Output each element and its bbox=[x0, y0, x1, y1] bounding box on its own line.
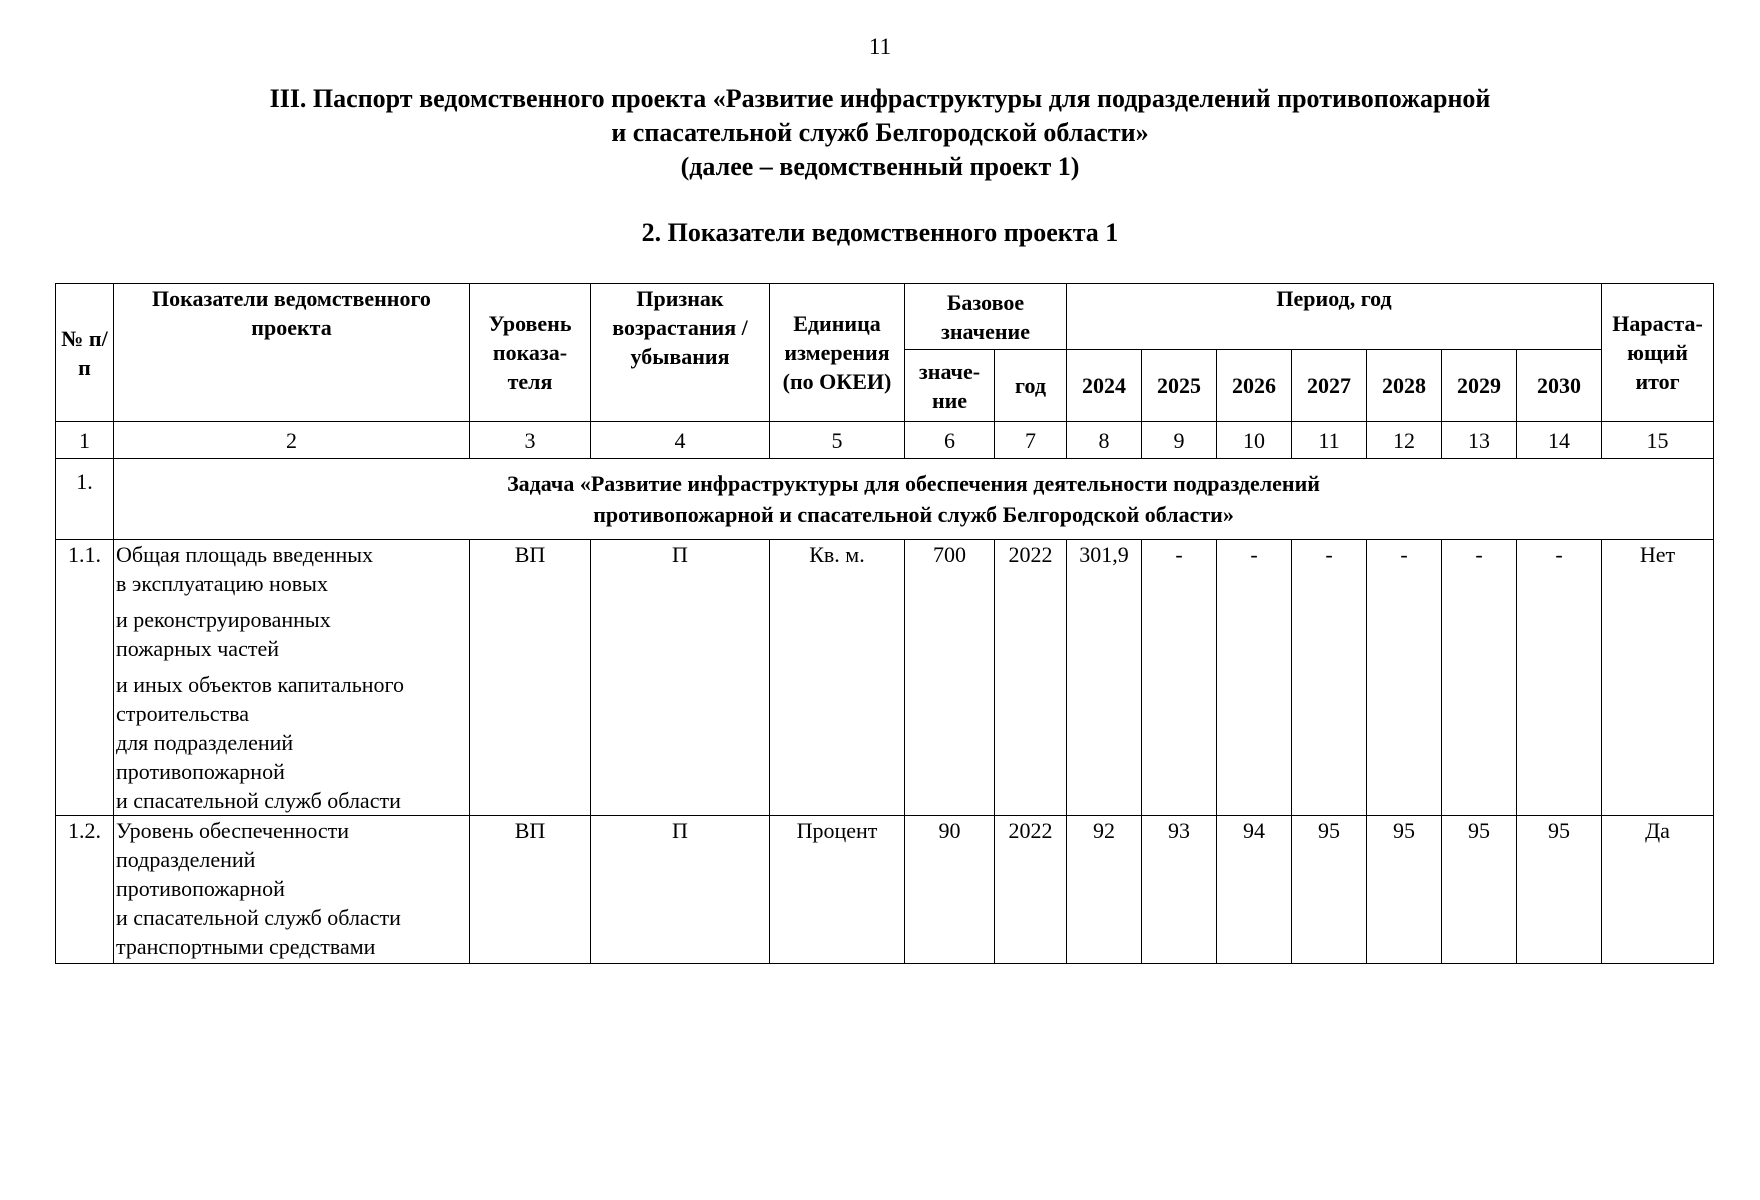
table-row bbox=[56, 540, 1714, 816]
header-year: 2024 bbox=[1067, 350, 1142, 422]
indicator-sign: П bbox=[591, 816, 770, 964]
indicator-unit: Кв. м. bbox=[770, 540, 905, 816]
year-value: 95 bbox=[1442, 816, 1517, 964]
indicator-name-line: и спасательной служб области bbox=[116, 905, 401, 930]
column-number: 12 bbox=[1367, 422, 1442, 459]
indicator-name bbox=[114, 540, 470, 816]
indicator-level: ВП bbox=[470, 816, 591, 964]
header-unit: Единица измерения (по ОКЕИ) bbox=[770, 284, 905, 422]
year-value: - bbox=[1142, 540, 1217, 816]
table-row bbox=[56, 816, 1714, 964]
year-value: - bbox=[1442, 540, 1517, 816]
header-year: 2029 bbox=[1442, 350, 1517, 422]
indicator-name-line: и спасательной служб области bbox=[116, 788, 401, 813]
header-cumulative: Нараста- ющий итог bbox=[1602, 284, 1714, 422]
year-value: 94 bbox=[1217, 816, 1292, 964]
column-number: 4 bbox=[591, 422, 770, 459]
base-year: 2022 bbox=[995, 540, 1067, 816]
section-title-line-1: III. Паспорт ведомственного проекта «Развитие инфраструктуры для подразделений противопожарной bbox=[269, 84, 1491, 113]
header-year: 2025 bbox=[1142, 350, 1217, 422]
header-base: Базовое значение bbox=[905, 284, 1067, 350]
task-title-line-1: Задача «Развитие инфраструктуры для обеспечения деятельности подразделений bbox=[507, 471, 1320, 496]
task-row bbox=[56, 459, 1714, 540]
indicator-name-line: подразделений bbox=[116, 847, 256, 872]
year-value: 95 bbox=[1292, 816, 1367, 964]
indicator-name-line: Уровень обеспеченности bbox=[116, 818, 350, 843]
task-title-line-2: противопожарной и спасательной служб Белгородской области» bbox=[593, 502, 1234, 527]
column-number: 6 bbox=[905, 422, 995, 459]
base-value: 700 bbox=[905, 540, 995, 816]
cumulative-total: Да bbox=[1602, 816, 1714, 964]
column-number: 13 bbox=[1442, 422, 1517, 459]
row-num: 1.1. bbox=[56, 540, 114, 816]
column-number: 3 bbox=[470, 422, 591, 459]
header-year: 2030 bbox=[1517, 350, 1602, 422]
header-num: № п/п bbox=[56, 284, 114, 422]
header-sign: Признак возрастания / убывания bbox=[591, 284, 770, 422]
indicators-table bbox=[55, 283, 1714, 964]
year-value: 95 bbox=[1517, 816, 1602, 964]
year-value: 92 bbox=[1067, 816, 1142, 964]
year-value: - bbox=[1517, 540, 1602, 816]
indicator-unit: Процент bbox=[770, 816, 905, 964]
indicator-level: ВП bbox=[470, 540, 591, 816]
indicator-name-line: пожарных частей bbox=[116, 636, 279, 661]
header-level: Уровень показа- теля bbox=[470, 284, 591, 422]
column-number-row bbox=[56, 422, 1714, 459]
year-value: 301,9 bbox=[1067, 540, 1142, 816]
indicator-name-line: противопожарной bbox=[116, 876, 285, 901]
indicator-name-line: в эксплуатацию новых bbox=[116, 571, 328, 596]
header-base-year: год bbox=[995, 350, 1067, 422]
indicator-name-line: транспортными средствами bbox=[116, 934, 376, 959]
column-number: 8 bbox=[1067, 422, 1142, 459]
year-value: 95 bbox=[1367, 816, 1442, 964]
row-num: 1.2. bbox=[56, 816, 114, 964]
indicator-name bbox=[114, 816, 470, 964]
header-indicator-name: Показатели ведомственного проекта bbox=[114, 284, 470, 422]
header-period: Период, год bbox=[1067, 284, 1602, 350]
header-row-top bbox=[56, 284, 1714, 350]
indicator-name-line: и иных объектов капитального bbox=[116, 672, 404, 697]
section-title-line-3: (далее – ведомственный проект 1) bbox=[680, 152, 1080, 181]
indicator-name-line: строительства bbox=[116, 701, 250, 726]
column-number: 9 bbox=[1142, 422, 1217, 459]
indicator-name-line: и реконструированных bbox=[116, 607, 331, 632]
header-base-value: значе- ние bbox=[905, 350, 995, 422]
column-number: 11 bbox=[1292, 422, 1367, 459]
year-value: 93 bbox=[1142, 816, 1217, 964]
column-number: 14 bbox=[1517, 422, 1602, 459]
year-value: - bbox=[1217, 540, 1292, 816]
indicator-name-line: для подразделений bbox=[116, 730, 294, 755]
column-number: 7 bbox=[995, 422, 1067, 459]
column-number: 10 bbox=[1217, 422, 1292, 459]
task-num: 1. bbox=[56, 459, 114, 540]
section-title bbox=[0, 82, 1760, 184]
section-title-line-2: и спасательной служб Белгородской области» bbox=[611, 118, 1149, 147]
indicator-name-line: Общая площадь введенных bbox=[116, 542, 373, 567]
cumulative-total: Нет bbox=[1602, 540, 1714, 816]
base-year: 2022 bbox=[995, 816, 1067, 964]
task-title bbox=[114, 459, 1714, 540]
header-year: 2028 bbox=[1367, 350, 1442, 422]
year-value: - bbox=[1292, 540, 1367, 816]
table-title: 2. Показатели ведомственного проекта 1 bbox=[641, 218, 1119, 247]
page-number: 11 bbox=[868, 34, 892, 59]
header-year: 2027 bbox=[1292, 350, 1367, 422]
year-value: - bbox=[1367, 540, 1442, 816]
column-number: 1 bbox=[56, 422, 114, 459]
base-value: 90 bbox=[905, 816, 995, 964]
indicator-sign: П bbox=[591, 540, 770, 816]
column-number: 5 bbox=[770, 422, 905, 459]
column-number: 15 bbox=[1602, 422, 1714, 459]
column-number: 2 bbox=[114, 422, 470, 459]
indicator-name-line: противопожарной bbox=[116, 759, 285, 784]
header-year: 2026 bbox=[1217, 350, 1292, 422]
